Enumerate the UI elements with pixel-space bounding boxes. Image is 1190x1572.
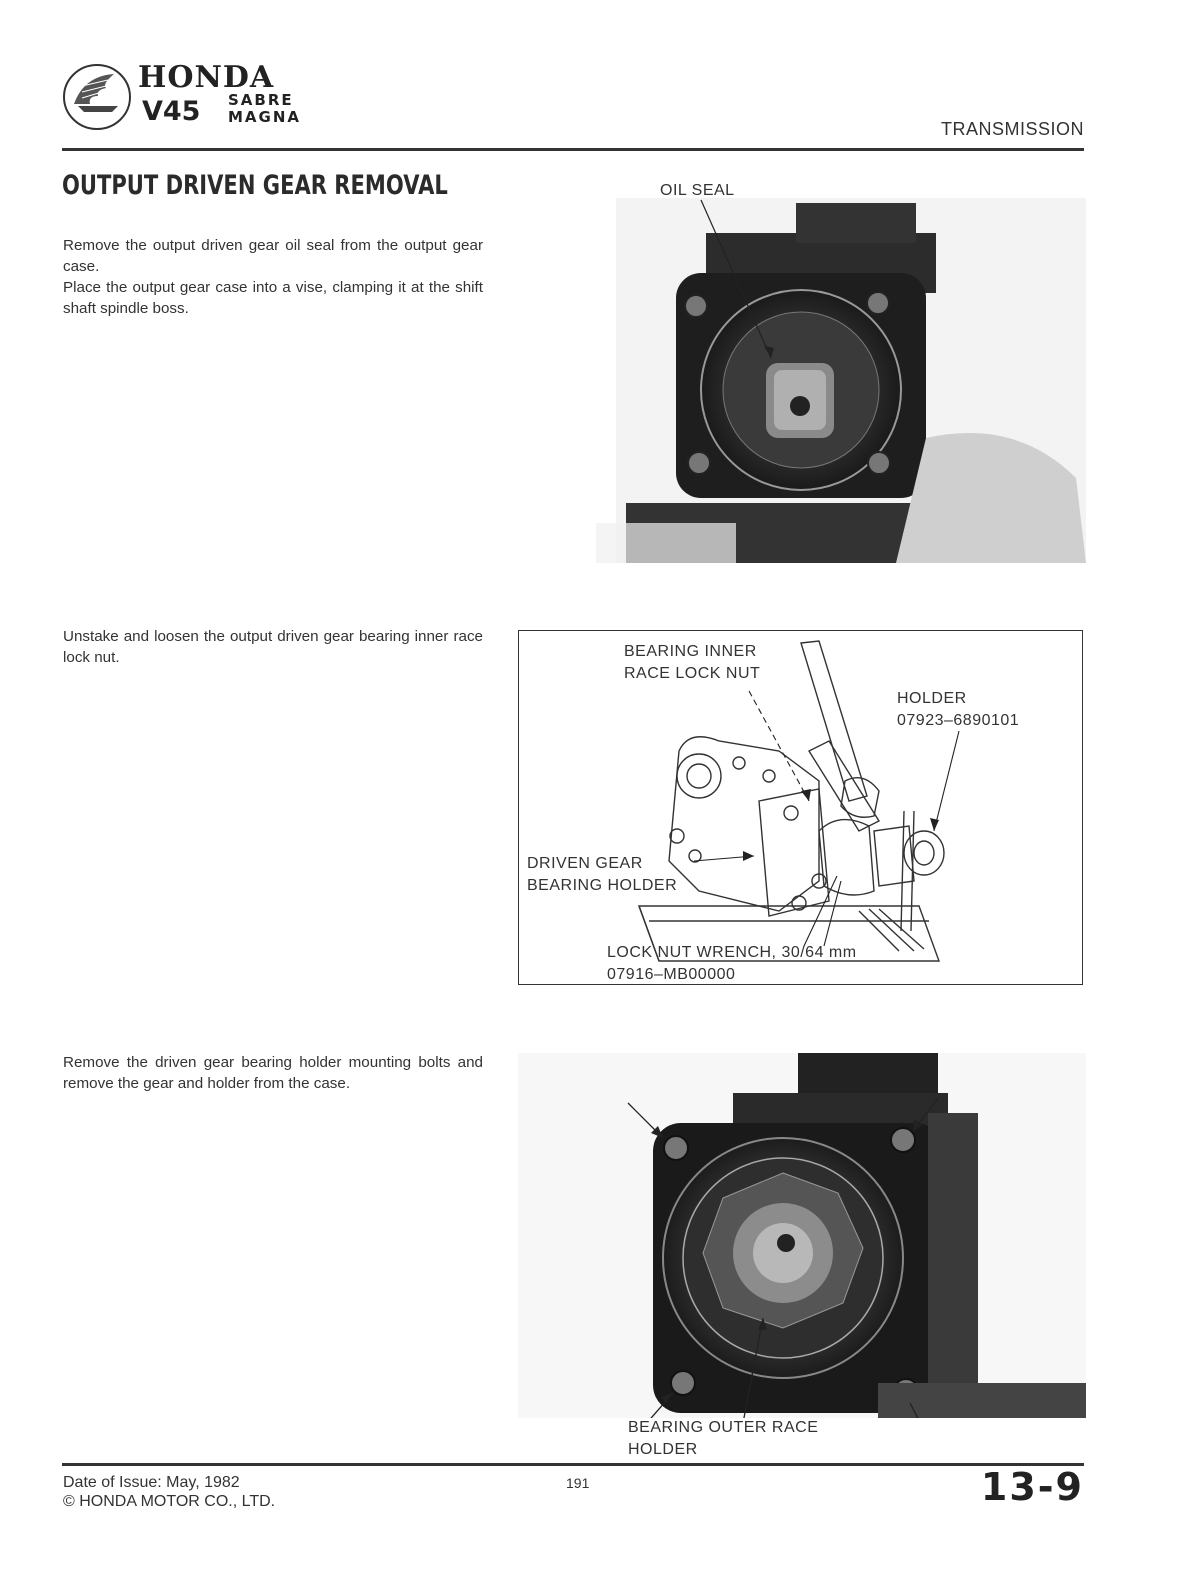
wrench-callout-line-1: LOCK NUT WRENCH, 30/64 mm	[607, 944, 857, 961]
model-variants	[228, 92, 301, 126]
holder-callout	[897, 688, 1019, 732]
wrench-callout	[607, 942, 857, 986]
bearing-holder-callout-line-2: BEARING HOLDER	[527, 877, 678, 894]
copyright: © HONDA MOTOR CO., LTD.	[63, 1493, 276, 1510]
footer-issue-info	[63, 1473, 275, 1511]
step-1-text	[63, 235, 483, 319]
step-2-line-1: Unstake and loosen the output driven gear bearing inner race lock nut.	[63, 628, 483, 666]
outer-race-holder-callout-line-2: HOLDER	[628, 1441, 698, 1458]
step-3-text	[63, 1052, 483, 1094]
lock-nut-callout-line-1: BEARING INNER	[624, 643, 757, 660]
section-title: TRANSMISSION	[940, 119, 1084, 139]
outer-race-holder-callout-line-1: BEARING OUTER RACE	[628, 1419, 819, 1436]
model-variant-sabre: SABRE	[228, 91, 294, 109]
page-title: OUTPUT DRIVEN GEAR REMOVAL	[62, 170, 448, 201]
step-1-line-1: Remove the output driven gear oil seal from the output gear case.	[63, 237, 483, 275]
lock-nut-callout-line-2: RACE LOCK NUT	[624, 665, 761, 682]
footer-rule	[62, 1463, 1084, 1466]
model-variant-magna: MAGNA	[228, 108, 302, 126]
bearing-holder-callout-line-1: DRIVEN GEAR	[527, 855, 643, 872]
model-name: V45	[142, 96, 201, 127]
step-1-line-2: Place the output gear case into a vise, clamping it at the shift shaft spindle boss.	[63, 279, 483, 317]
bearing-holder-callout	[527, 853, 677, 897]
page-number: 191	[566, 1475, 590, 1491]
lock-nut-wrench-diagram	[518, 630, 1083, 985]
issue-date: Date of Issue: May, 1982	[63, 1474, 240, 1491]
step-3-line-1: Remove the driven gear bearing holder mounting bolts and remove the gear and holder from the case.	[63, 1054, 483, 1092]
oil-seal-callout: OIL SEAL	[660, 182, 735, 199]
bearing-holder-photo	[518, 1053, 1086, 1418]
holder-callout-line-2: 07923–6890101	[897, 712, 1020, 729]
outer-race-holder-callout	[628, 1417, 818, 1461]
header-rule	[62, 148, 1084, 151]
honda-wing-emblem	[62, 62, 132, 132]
section-page-code: 13-9	[980, 1465, 1084, 1509]
brand-wordmark: HONDA	[138, 60, 275, 95]
lock-nut-callout	[624, 641, 760, 685]
holder-callout-line-1: HOLDER	[897, 690, 967, 707]
wrench-callout-line-2: 07916–MB00000	[607, 966, 736, 983]
step-2-text	[63, 626, 483, 668]
oil-seal-photo	[596, 178, 1086, 563]
